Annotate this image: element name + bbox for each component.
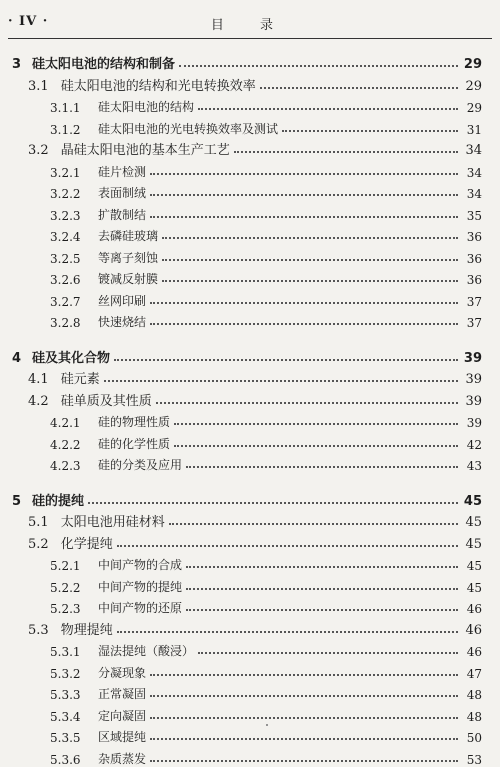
- entry-number: 5.3.4: [50, 709, 81, 724]
- entry-number: 3.2.6: [50, 273, 81, 287]
- leader-dots: [150, 172, 458, 175]
- entry-page: 46: [466, 602, 482, 616]
- entry-number: 4.2: [28, 393, 49, 409]
- entry-number: 5.2.2: [50, 580, 81, 595]
- toc-entry: [50, 594, 482, 616]
- leader-dots: [104, 379, 458, 382]
- entry-number: 3.2: [28, 143, 49, 158]
- leader-dots: [179, 64, 458, 67]
- toc-entry: [28, 136, 482, 158]
- toc-entry: [28, 365, 482, 387]
- entry-page: 37: [466, 294, 482, 309]
- entry-number: 3.1: [28, 78, 49, 94]
- toc-entry: [50, 244, 482, 266]
- toc-entry: [12, 487, 482, 509]
- entry-title: 正常凝固: [98, 687, 147, 701]
- entry-title: 分凝现象: [98, 665, 147, 680]
- entry-page: 45: [465, 515, 482, 530]
- leader-dots: [198, 107, 458, 110]
- leader-dots: [117, 544, 458, 547]
- leader-dots: [88, 501, 458, 504]
- toc-entry: [50, 637, 482, 659]
- toc-entry: [28, 72, 482, 94]
- print-speck: [266, 724, 268, 726]
- toc-entry: [28, 530, 482, 552]
- leader-dots: [169, 522, 458, 525]
- entry-title: 硅及其化合物: [32, 350, 111, 366]
- toc-entry: [50, 702, 482, 724]
- leader-dots: [150, 759, 458, 762]
- leader-dots: [150, 215, 458, 218]
- entry-number: 5.3.6: [50, 752, 81, 767]
- page-number: · IV ·: [8, 14, 49, 29]
- entry-page: 47: [466, 666, 482, 681]
- leader-dots: [174, 444, 458, 447]
- entry-page: 48: [466, 709, 482, 724]
- leader-dots: [150, 737, 458, 740]
- entry-title: 化学提纯: [60, 536, 113, 552]
- entry-title: 硅太阳电池的结构和光电转换效率: [60, 78, 256, 94]
- leader-dots: [114, 358, 458, 361]
- leader-dots: [150, 673, 458, 676]
- toc-entry: [28, 387, 482, 409]
- toc-entry: [12, 344, 482, 366]
- entry-number: 5.2: [28, 536, 49, 552]
- entry-number: 3: [12, 57, 22, 72]
- entry-page: 45: [463, 493, 482, 509]
- entry-number: 4.2.2: [50, 437, 81, 452]
- toc-entry: [50, 201, 482, 223]
- toc-entry: [28, 616, 482, 638]
- toc-entry: [50, 93, 482, 115]
- entry-number: 5.3.1: [50, 645, 81, 659]
- entry-page: 36: [466, 273, 482, 287]
- entry-title: 硅的化学性质: [98, 436, 171, 451]
- toc-entry: [50, 115, 482, 137]
- entry-title: 硅单质及其性质: [60, 393, 152, 409]
- entry-page: 39: [463, 350, 482, 366]
- leader-dots: [234, 150, 458, 153]
- entry-page: 39: [465, 393, 482, 409]
- leader-dots: [162, 236, 458, 239]
- toc-entry: [28, 508, 482, 530]
- entry-number: 3.2.8: [50, 316, 81, 330]
- leader-dots: [282, 129, 458, 132]
- entry-title: 硅太阳电池的结构: [98, 100, 195, 114]
- toc-entry: [50, 408, 482, 430]
- entry-title: 中间产物的提纯: [98, 579, 183, 594]
- entry-page: 48: [466, 688, 482, 702]
- leader-dots: [150, 193, 458, 196]
- entry-title: 硅的分类及应用: [98, 458, 183, 472]
- leader-dots: [198, 651, 458, 654]
- page-header: [0, 0, 500, 48]
- entry-title: 去磷硅玻璃: [98, 229, 159, 243]
- entry-page: 50: [466, 731, 482, 745]
- leader-dots: [174, 422, 458, 425]
- entry-page: 45: [465, 536, 482, 552]
- entry-number: 5.1: [28, 515, 49, 530]
- toc-entry: [50, 659, 482, 681]
- entry-title: 丝网印刷: [98, 293, 147, 308]
- leader-dots: [186, 565, 458, 568]
- toc-entry: [50, 222, 482, 244]
- toc-entry: [50, 179, 482, 201]
- entry-number: 3.2.3: [50, 208, 81, 223]
- entry-page: 46: [466, 645, 482, 659]
- header-rule: [8, 38, 492, 39]
- entry-page: 37: [466, 316, 482, 330]
- entry-title: 硅太阳电池的光电转换效率及测试: [98, 121, 279, 136]
- leader-dots: [162, 258, 458, 261]
- entry-title: 区域提纯: [98, 730, 147, 744]
- entry-number: 3.2.1: [50, 165, 81, 180]
- leader-dots: [186, 465, 458, 468]
- entry-title: 定向凝固: [98, 708, 147, 723]
- entry-number: 4: [12, 350, 22, 366]
- entry-title: 扩散制结: [98, 207, 147, 222]
- leader-dots: [156, 401, 458, 404]
- entry-number: 5: [12, 493, 22, 509]
- entry-page: 29: [463, 57, 482, 72]
- entry-page: 29: [465, 78, 482, 94]
- toc-entry: [50, 551, 482, 573]
- leader-dots: [150, 301, 458, 304]
- entry-page: 34: [466, 187, 482, 201]
- entry-number: 4.1: [28, 372, 49, 387]
- entry-page: 53: [466, 752, 482, 767]
- entry-title: 镀减反射膜: [98, 272, 159, 286]
- entry-title: 硅片检测: [98, 164, 147, 179]
- entry-page: 45: [466, 580, 482, 595]
- entry-number: 5.3.3: [50, 688, 81, 702]
- toc-entry: [50, 680, 482, 702]
- entry-page: 39: [465, 372, 482, 387]
- leader-dots: [150, 716, 458, 719]
- entry-title: 硅的物理性质: [98, 415, 171, 429]
- entry-page: 36: [466, 251, 482, 266]
- toc-entry: [50, 265, 482, 287]
- entry-number: 4.2.1: [50, 416, 81, 430]
- entry-title: 杂质蒸发: [98, 751, 147, 766]
- entry-title: 晶硅太阳电池的基本生产工艺: [60, 143, 230, 158]
- toc-entry: [12, 50, 482, 72]
- entry-page: 34: [465, 143, 482, 158]
- entry-page: 35: [466, 208, 482, 223]
- entry-number: 5.3: [28, 622, 49, 638]
- entry-title: 硅的提纯: [32, 493, 85, 509]
- running-title: 目 录: [210, 18, 290, 33]
- toc-entry: [50, 430, 482, 452]
- toc-entry: [50, 745, 482, 767]
- leader-dots: [260, 86, 458, 89]
- entry-number: 3.2.7: [50, 294, 81, 309]
- entry-title: 中间产物的还原: [98, 601, 183, 615]
- toc-entry: [50, 451, 482, 473]
- toc-entry: [50, 308, 482, 330]
- entry-title: 硅元素: [60, 372, 100, 387]
- entry-title: 太阳电池用硅材料: [60, 515, 165, 530]
- toc-entry: [50, 723, 482, 745]
- toc-entry: [50, 158, 482, 180]
- entry-title: 湿法提纯（酸浸）: [98, 644, 195, 658]
- entry-title: 快速烧结: [98, 315, 147, 329]
- entry-page: 29: [466, 101, 482, 115]
- entry-page: 46: [465, 622, 482, 638]
- entry-page: 39: [466, 416, 482, 430]
- toc-entry: [50, 573, 482, 595]
- entry-number: 4.2.3: [50, 459, 81, 473]
- entry-title: 表面制绒: [98, 186, 147, 200]
- entry-page: 34: [466, 165, 482, 180]
- entry-title: 中间产物的合成: [98, 558, 183, 572]
- entry-number: 5.3.5: [50, 731, 81, 745]
- toc-entry: [50, 287, 482, 309]
- entry-page: 43: [466, 459, 482, 473]
- entry-title: 硅太阳电池的结构和制备: [32, 57, 176, 72]
- entry-page: 45: [466, 559, 482, 573]
- entry-number: 5.2.3: [50, 602, 81, 616]
- entry-title: 物理提纯: [60, 622, 113, 638]
- entry-number: 5.2.1: [50, 559, 81, 573]
- leader-dots: [150, 694, 458, 697]
- entry-title: 等离子刻蚀: [98, 250, 159, 265]
- leader-dots: [186, 608, 458, 611]
- entry-number: 3.1.2: [50, 122, 81, 137]
- entry-number: 3.2.4: [50, 230, 81, 244]
- entry-page: 36: [466, 230, 482, 244]
- entry-number: 5.3.2: [50, 666, 81, 681]
- entry-number: 3.2.2: [50, 187, 81, 201]
- leader-dots: [117, 630, 458, 633]
- leader-dots: [150, 322, 458, 325]
- leader-dots: [186, 587, 458, 590]
- entry-page: 42: [466, 437, 482, 452]
- entry-number: 3.2.5: [50, 251, 81, 266]
- leader-dots: [162, 279, 458, 282]
- entry-page: 31: [466, 122, 482, 137]
- entry-number: 3.1.1: [50, 101, 81, 115]
